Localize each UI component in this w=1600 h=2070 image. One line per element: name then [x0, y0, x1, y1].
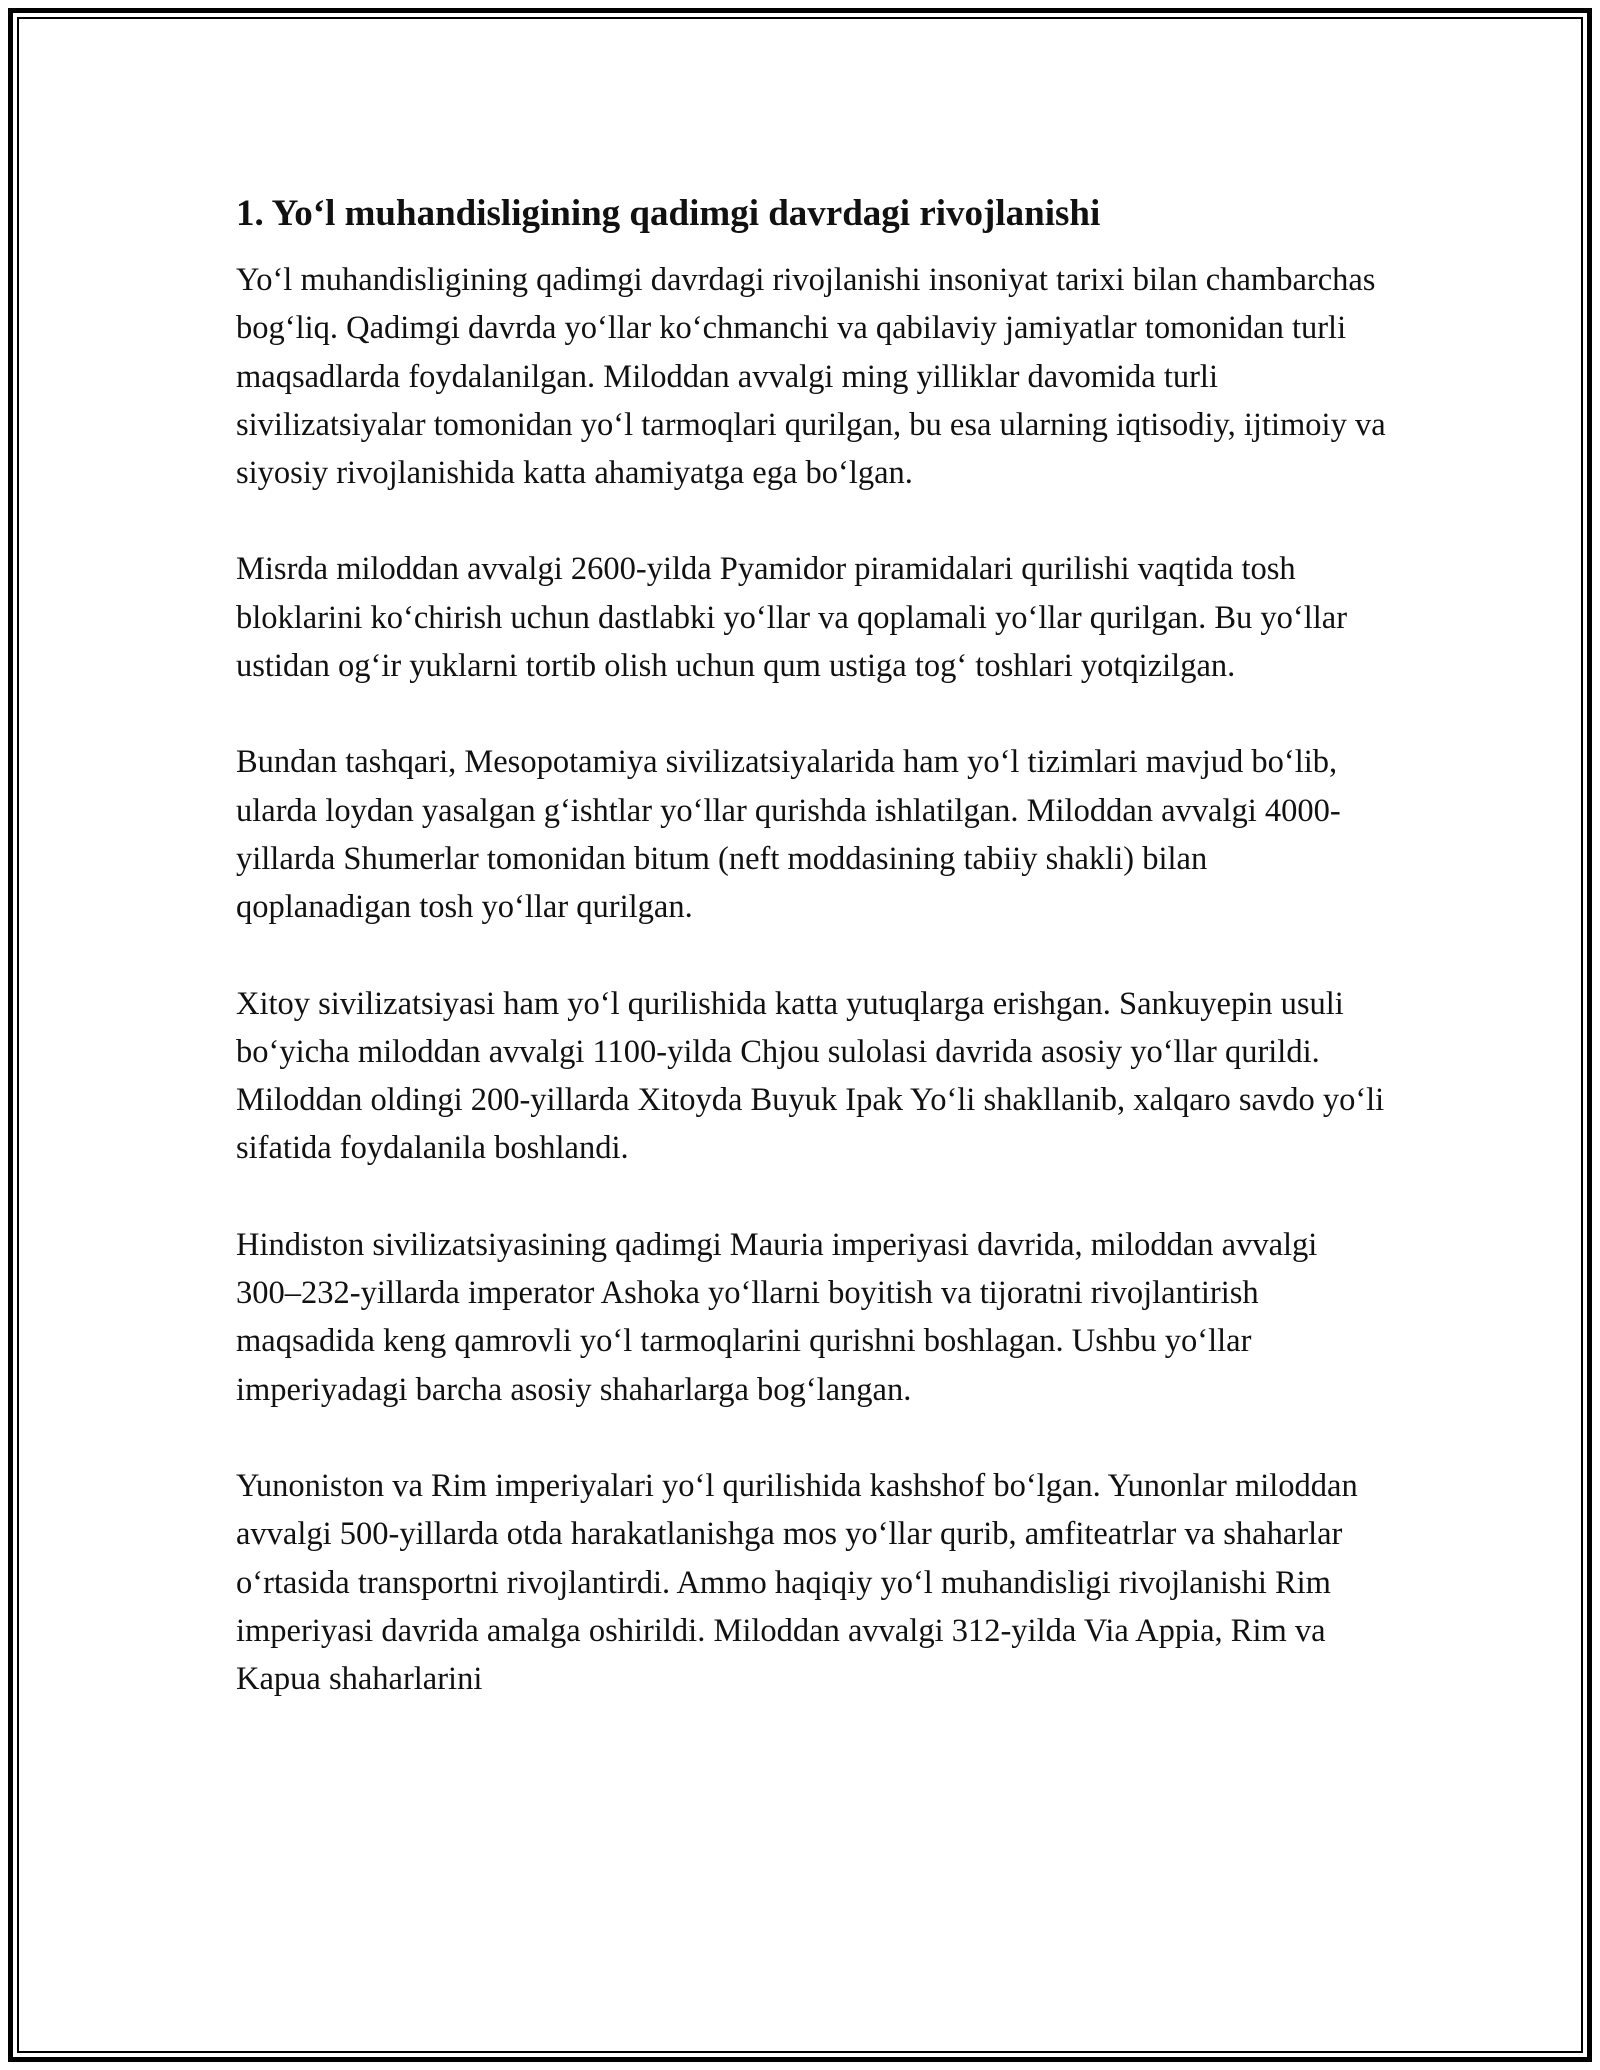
paragraph-mesopotamia: Bundan tashqari, Mesopotamiya sivilizatsiyalarida ham yo‘l tizimlari mavjud bo‘lib, ularda loydan yasalgan g‘ishtlar yo‘llar qurishda ishlatilgan. Miloddan avvalgi 4000-yillarda Shumerlar tomonidan bitum (neft moddasining tabiiy shakli) bilan qoplanadigan tosh yo‘llar qurilgan. [236, 744, 1341, 926]
paragraph-egypt: Misrda miloddan avvalgi 2600-yilda Pyamidor piramidalari qurilishi vaqtida tosh bloklarini ko‘chirish uchun dastlabki yo‘llar va qoplamali yo‘llar qurilgan. Bu yo‘llar ustidan og‘ir yuklarni tortib olish uchun qum ustiga tog‘ toshlari yotqizilgan. [236, 551, 1348, 685]
paragraph-intro: Yo‘l muhandisligining qadimgi davrdagi rivojlanishi insoniyat tarixi bilan chambarchas bog‘liq. Qadimgi davrda yo‘llar ko‘chmanchi va qabilaviy jamiyatlar tomonidan turli maqsadlarda foydalanilgan. Miloddan avvalgi ming yilliklar davomida turli sivilizatsiyalar tomonidan yo‘l tarmoqlari qurilgan, bu esa ularning iqtisodiy, ijtimoiy va siyosiy rivojlanishida katta ahamiyatga ega bo‘lgan. [236, 262, 1386, 492]
paragraph-india: Hindiston sivilizatsiyasining qadimgi Mauria imperiyasi davrida, miloddan avvalgi 300–232-yillarda imperator Ashoka yo‘llarni boyitish va tijoratni rivojlantirish maqsadida keng qamrovli yo‘l tarmoqlarini qurishni boshlagan. Ushbu yo‘llar imperiyadagi barcha asosiy shaharlarga bog‘langan. [236, 1226, 1318, 1408]
section-heading: 1. Yo‘l muhandisligining qadimgi davrdagi rivojlanishi [236, 193, 1101, 234]
paragraph-china: Xitoy sivilizatsiyasi ham yo‘l qurilishida katta yutuqlarga erishgan. Sankuyepin usuli bo‘yicha miloddan avvalgi 1100-yilda Chjou sulolasi davrida asosiy yo‘llar qurildi. Miloddan oldingi 200-yillarda Xitoyda Buyuk Ipak Yo‘li shakllanib, xalqaro savdo yo‘li sifatida foydalanila boshlandi. [236, 985, 1385, 1167]
document-body [236, 186, 1386, 1703]
paragraph-greece-rome: Yunoniston va Rim imperiyalari yo‘l qurilishida kashshof bo‘lgan. Yunonlar miloddan avvalgi 500-yillarda otda harakatlanishga mos yo‘llar qurib, amfiteatrlar va shaharlar o‘rtasida transportni rivojlantirdi. Ammo haqiqiy yo‘l muhandisligi rivojlanishi Rim imperiyasi davrida amalga oshirildi. Miloddan avvalgi 312-yilda Via Appia, Rim va Kapua shaharlarini [236, 1467, 1358, 1698]
